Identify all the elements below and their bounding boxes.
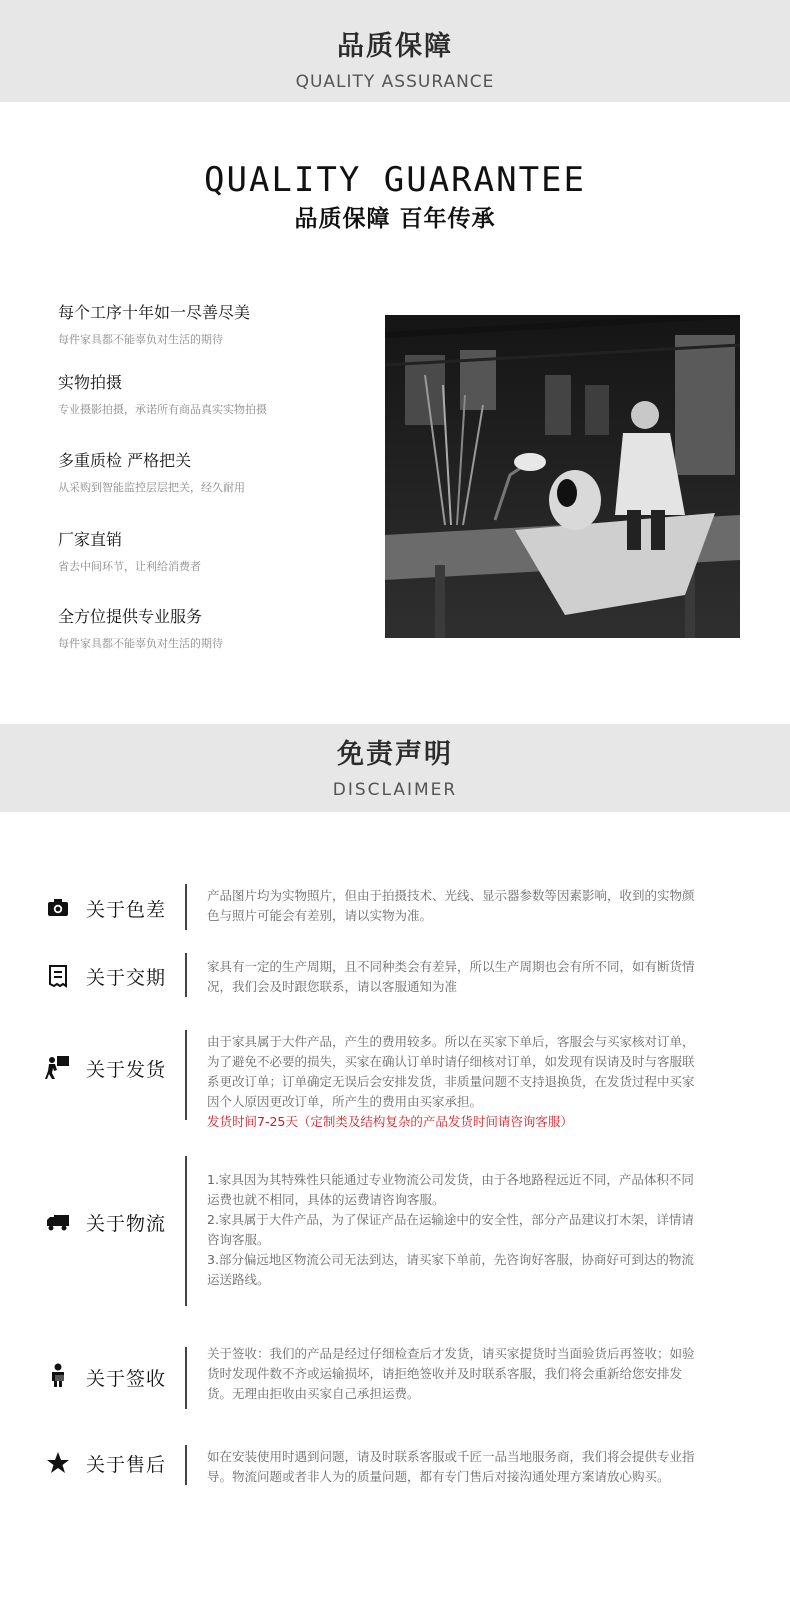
disclaimer-line: 3.部分偏远地区物流公司无法到达，请买家下单前，先咨询好客服，协商好可到达的物流运送路线。 (207, 1252, 694, 1287)
divider (185, 1347, 187, 1409)
divider (185, 884, 187, 930)
disclaimer-label: 关于签收 (86, 1368, 167, 1390)
disclaimer-text (207, 1344, 702, 1404)
disclaimer-title-en: DISCLAIMER (332, 780, 458, 800)
divider (185, 1156, 187, 1306)
disclaimer-label: 关于物流 (86, 1213, 167, 1235)
workshop-photo (385, 315, 740, 638)
guarantee-title: QUALITY GUARANTEE (204, 160, 586, 200)
disclaimer-label: 关于交期 (86, 967, 167, 989)
disclaimer-line: 由于家具属于大件产品，产生的费用较多。所以在买家下单后，客服会与买家核对订单，为了避免不必要的损失，买家在确认订单时请仔细核对订单，如发现有误请及时与客服联系更改订单；订单确定无误后会安排发货，非质量问题不支持退换货，在发货过程中买家因个人原因更改订单，所产生的费用由买家承担。 (207, 1034, 695, 1109)
feature-item (58, 448, 358, 495)
quality-title-en: QUALITY ASSURANCE (295, 72, 495, 92)
disclaimer-line: 家具有一定的生产周期，且不同种类会有差异，所以生产周期也会有所不同，如有断货情况，我们会及时跟您联系，请以客服通知为准 (207, 959, 695, 994)
divider (185, 1030, 187, 1120)
disclaimer-text (207, 1170, 702, 1290)
quality-title-cn: 品质保障 (337, 31, 453, 62)
feature-item (58, 370, 358, 417)
disclaimer-line: 2.家具属于大件产品，为了保证产品在运输途中的安全性，部分产品建议打木架，详情请咨询客服。 (207, 1212, 694, 1247)
receipt-icon (45, 963, 71, 989)
guarantee-subtitle: 品质保障 百年传承 (294, 206, 496, 232)
disclaimer-title-cn: 免责声明 (337, 739, 453, 770)
feature-title: 全方位提供专业服务 (58, 607, 203, 626)
disclaimer-text (207, 1447, 702, 1487)
truck-icon (45, 1208, 71, 1234)
delivery-person-icon (45, 1054, 71, 1080)
disclaimer-text (207, 957, 702, 997)
disclaimer-text (207, 886, 702, 926)
camera-icon (45, 894, 71, 920)
divider (185, 1445, 187, 1485)
feature-item (58, 527, 358, 574)
feature-desc: 每件家具都不能辜负对生活的期待 (58, 333, 223, 346)
feature-desc: 从采购到智能监控层层把关，经久耐用 (58, 481, 245, 494)
feature-item (58, 604, 358, 651)
feature-desc: 省去中间环节，让利给消费者 (58, 560, 201, 573)
shipping-time-note: 发货时间7-25天（定制类及结构复杂的产品发货时间请咨询客服） (207, 1114, 573, 1129)
feature-desc: 专业摄影拍摄，承诺所有商品真实实物拍摄 (58, 403, 267, 416)
disclaimer-label: 关于发货 (86, 1059, 167, 1081)
feature-desc: 每件家具都不能辜负对生活的期待 (58, 637, 223, 650)
star-icon (45, 1450, 71, 1476)
courier-icon (45, 1362, 71, 1388)
disclaimer-label: 关于色差 (86, 899, 167, 921)
disclaimer-banner (0, 724, 790, 812)
disclaimer-line: 关于签收：我们的产品是经过仔细检查后才发货，请买家提货时当面验货后再签收；如验货时发现件数不齐或运输损坏，请拒绝签收并及时联系客服，我们将会重新给您安排发货。无理由拒收由买家自己承担运费。 (207, 1346, 695, 1401)
feature-item (58, 300, 358, 347)
feature-title: 多重质检 严格把关 (58, 451, 192, 470)
disclaimer-label: 关于售后 (86, 1454, 167, 1476)
quality-assurance-banner (0, 0, 790, 102)
disclaimer-text (207, 1032, 702, 1132)
disclaimer-line: 产品图片均为实物照片，但由于拍摄技术、光线、显示器参数等因素影响，收到的实物颜色与照片可能会有差别，请以实物为准。 (207, 888, 695, 923)
disclaimer-line: 如在安装使用时遇到问题，请及时联系客服或千匠一品当地服务商，我们将会提供专业指导。物流问题或者非人为的质量问题，都有专门售后对接沟通处理方案请放心购买。 (207, 1449, 695, 1484)
feature-title: 厂家直销 (58, 530, 123, 549)
disclaimer-line: 1.家具因为其特殊性只能通过专业物流公司发货，由于各地路程远近不同，产品体积不同运费也就不相同，具体的运费请咨询客服。 (207, 1172, 694, 1207)
feature-title: 实物拍摄 (58, 373, 123, 392)
divider (185, 953, 187, 997)
feature-title: 每个工序十年如一尽善尽美 (58, 303, 251, 322)
